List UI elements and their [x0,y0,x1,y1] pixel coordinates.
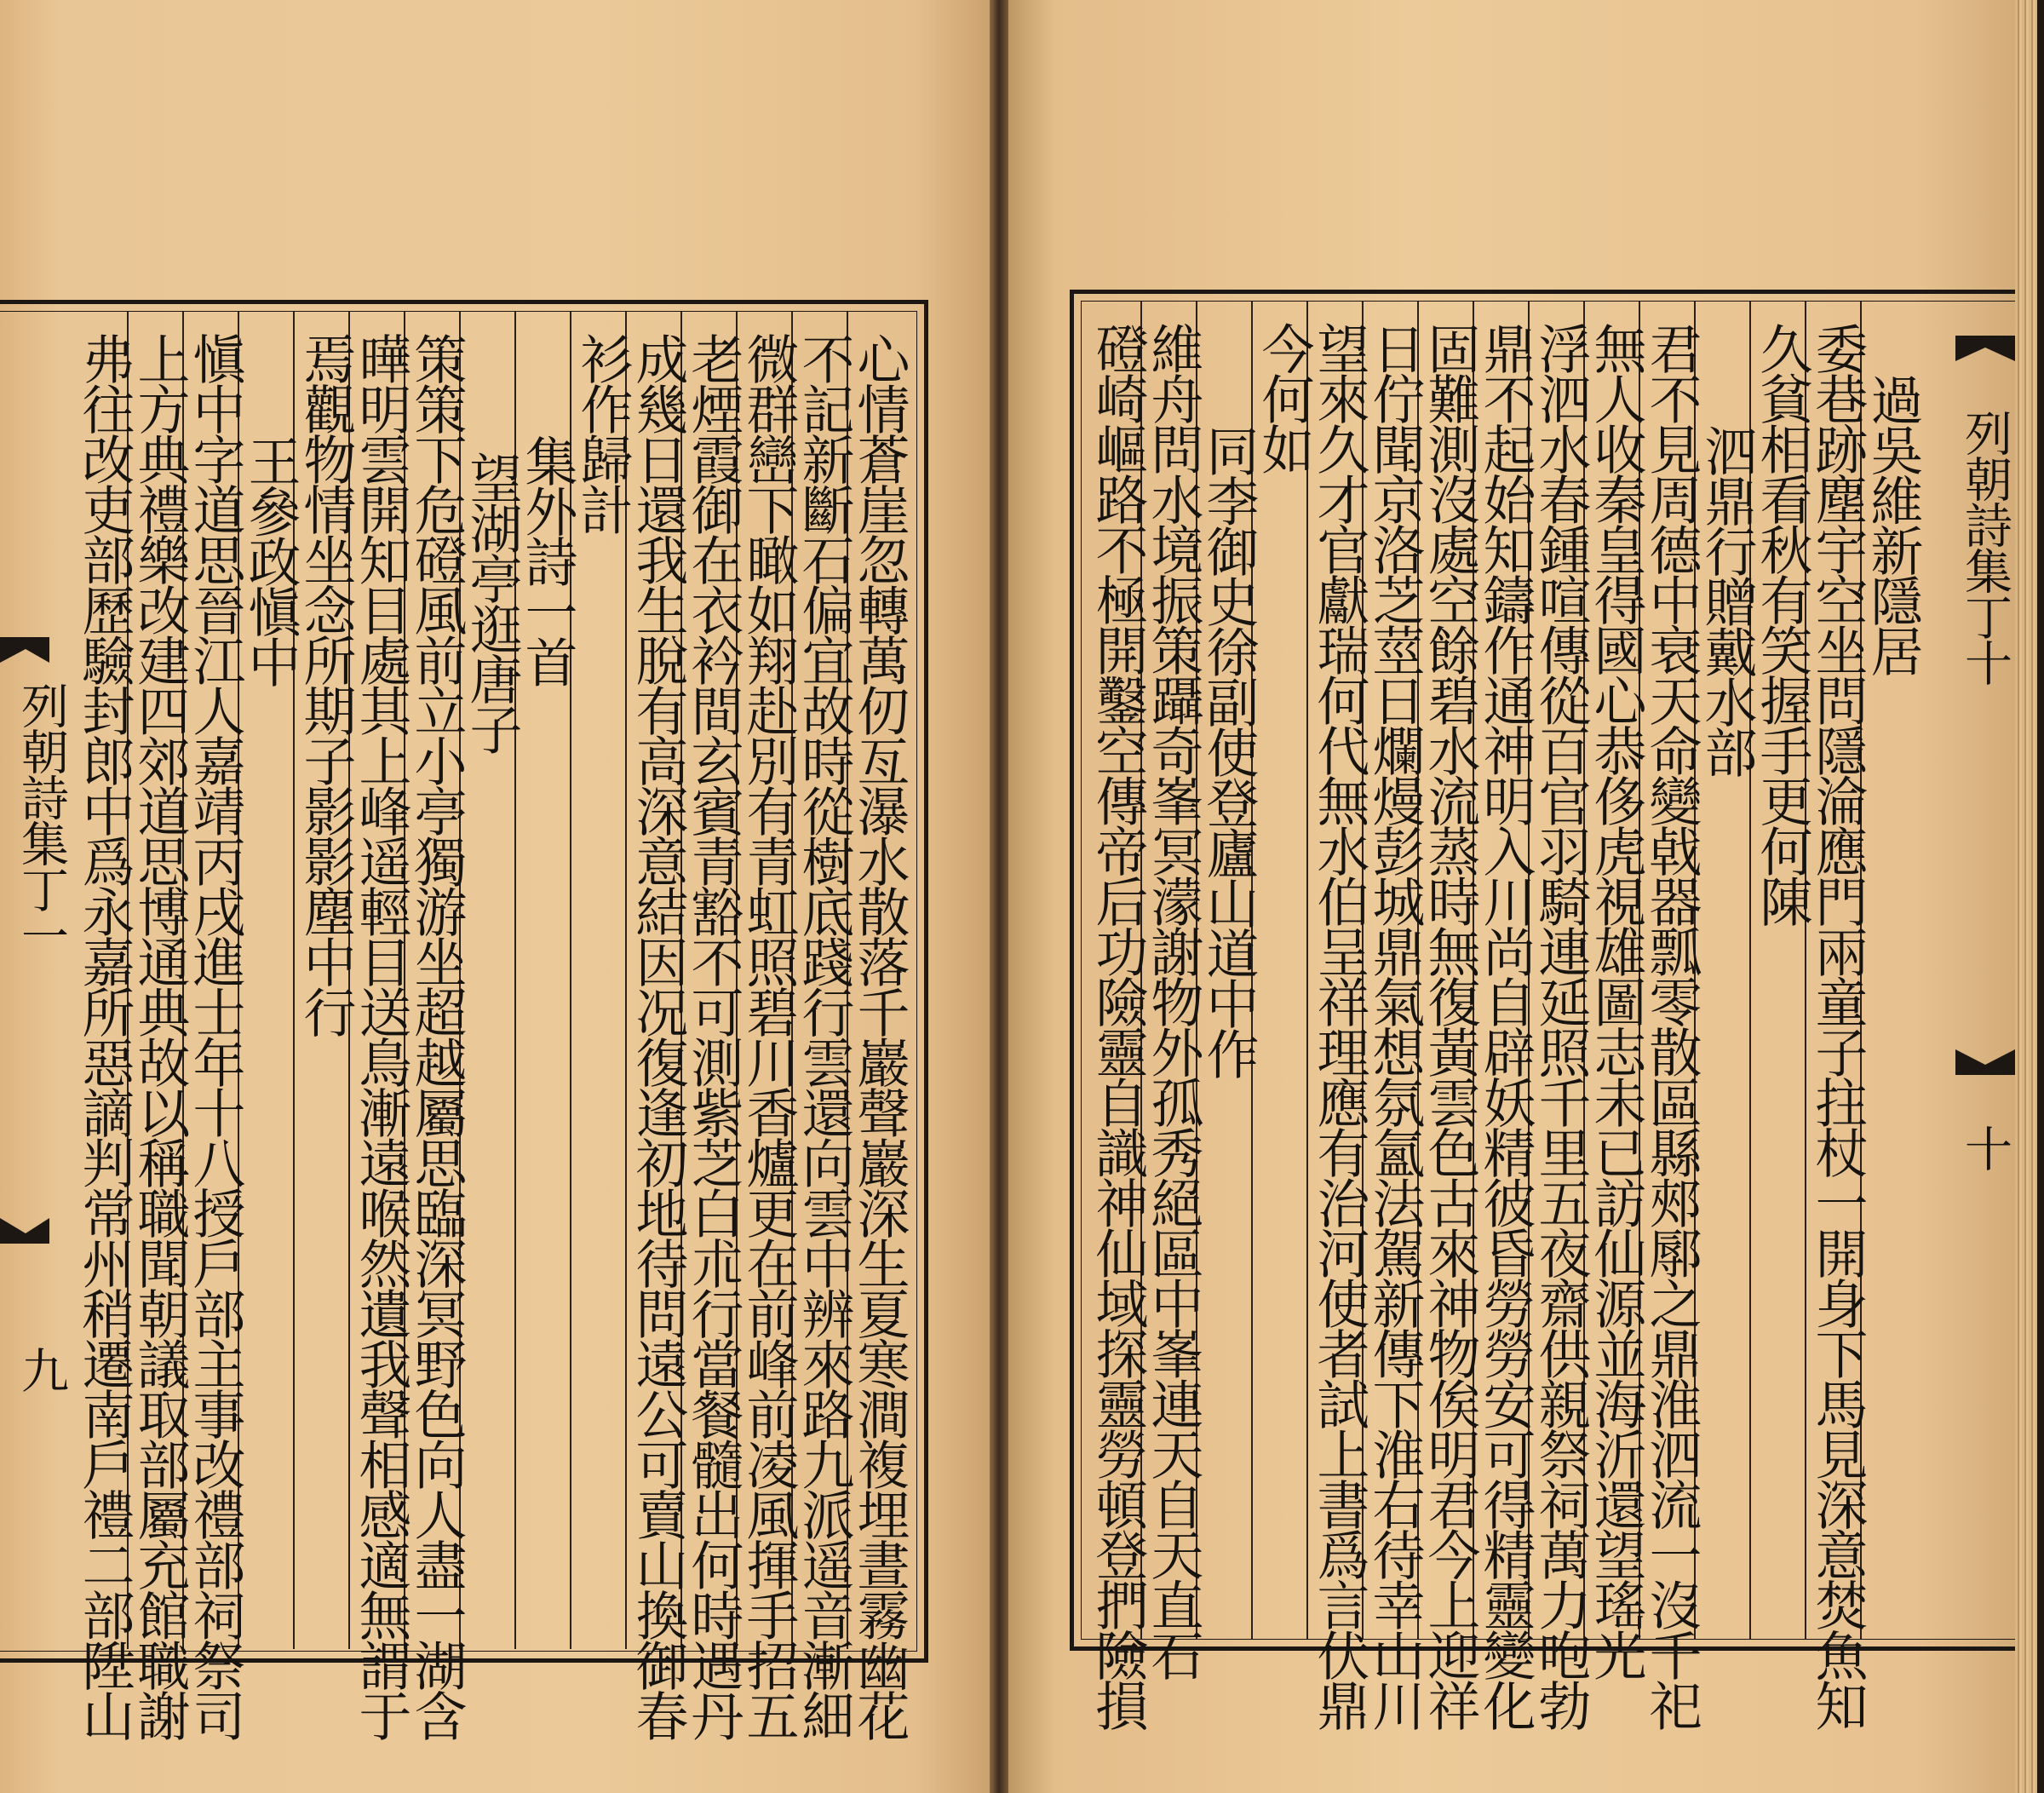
left-fishtail-bottom [0,1210,51,1261]
right-page-column-4: 泗鼎行贈戴水部 [1696,424,1758,776]
left-page-column-11: 焉觀物情坐念所期子影影塵中行 [295,332,357,1036]
left-page-column-8: 望湖亭逛唐子 [461,451,523,753]
left-page-column-7: 集外詩一首 [516,434,578,686]
left-page-column-2: 不記新斷石偏宜故時從樹底踐行雲還向雲中辨來路九派遥音漸細 [793,332,855,1739]
left-page-column-10: 曄明雲開知目處其上峰遥輕目送鳥漸遠喉然遺我聲相感適無謂于 [350,332,412,1739]
left-page-column-9: 策策下危磴風前立小亭獨游坐超越屬思臨深冥野色向人盡一湖含 [405,332,468,1739]
right-page-column-7: 浮泗水春鍾喧傳從百官羽騎連延照千里五夜齋供親祭祠萬力咆勃 [1530,322,1592,1729]
left-margin-page-number: 九 [14,1346,69,1392]
book-gutter [990,0,1008,1793]
right-page-column-9: 固難測沒處空餘碧水流蒸時無復黃雲色古來神物俟明君今上迎祥 [1419,322,1481,1729]
right-fishtail-top [1955,327,2015,387]
left-page-column-5: 成幾日還我生脫有高深意結因况復逢初地待問遠公可賣山換御春 [627,332,689,1739]
left-page-column-6: 衫作歸計 [571,332,634,533]
right-margin-page-number: 十 [1957,1124,2012,1170]
left-page-column-1: 心情蒼崖忽轉萬仞亙瀑水散落千巖聲巖深生夏寒澗複埋晝霧幽花 [848,332,910,1739]
left-page-column-12: 王參政愼中 [239,434,301,686]
right-margin-title: 列朝詩集丁十 [1957,409,2012,685]
right-page-column-3: 久貧相看秋有笑握手更何陳 [1751,322,1813,925]
right-fishtail-bottom [1955,1041,2015,1101]
right-page-column-10: 日佇聞京洛芝莖日爛熳彭城鼎氣想氛氳法駕新傳下淮右待幸山川 [1364,322,1426,1729]
left-page-column-4: 老煙霞御在衣衿間玄賓青豁不可測紫芝白朮行當餐髓出何時遇丹 [682,332,744,1739]
right-page-column-6: 無人收秦皇得國心恭侈虎視雄圖志未已訪仙源並海沂還望瑤光 [1585,322,1647,1679]
right-page-column-14: 維舟問水境振策躡奇峯冥濛謝物外孤秀絕區中峯連天自天直石 [1142,322,1204,1679]
right-page-column-13: 同李御史徐副使登廬山道中作 [1197,424,1260,1078]
left-page-column-13: 愼中字道思晉江人嘉靖丙戌進士年十八授戶部主事改禮部祠祭司 [184,332,246,1739]
column-rule [1306,302,1308,1639]
right-page-column-5: 君不見周德中衰天命變㦸器瓢零散區縣郟鄏之鼎淮泗流一沒千祀 [1640,322,1702,1729]
right-page-column-2: 委巷跡塵宇空坐問隱淪應門兩童子拄杖一開身下馬見深意焚魚知 [1806,322,1869,1729]
right-page-column-8: 鼎不起始知鑄作通神明入川尚自辟妖精彼昏勞勞安可得精靈變化 [1474,322,1536,1729]
left-page-column-14: 上方典禮樂改建四郊道思博通典故以稱職聞朝議取部屬充館職謝 [129,332,191,1739]
left-fishtail-top [0,629,51,680]
right-page-column-1: 過吳維新隱居 [1862,373,1924,675]
book-cover-edge [2037,0,2044,1793]
left-page-column-15: 弗往改吏部歷驗封郎中爲永嘉所惡謫判常州稍遷南戶禮二部陞山 [73,332,135,1739]
right-page-column-12: 今何如 [1253,322,1315,473]
right-page-column-15: 磴崎嶇路不極開鑿空傳帝后功險靈自識神仙域探靈勞頓登捫險損 [1087,322,1149,1729]
left-margin-title: 列朝詩集丁一 [14,681,69,957]
left-page-column-3: 微群巒下瞰如翔赴別有青虹照碧川香爐更在前峰前凌風揮手招五 [738,332,800,1739]
right-page-column-11: 望來久才官獻瑞何代無水伯呈祥理應有治河使者試上書爲言伏鼎 [1308,322,1370,1729]
